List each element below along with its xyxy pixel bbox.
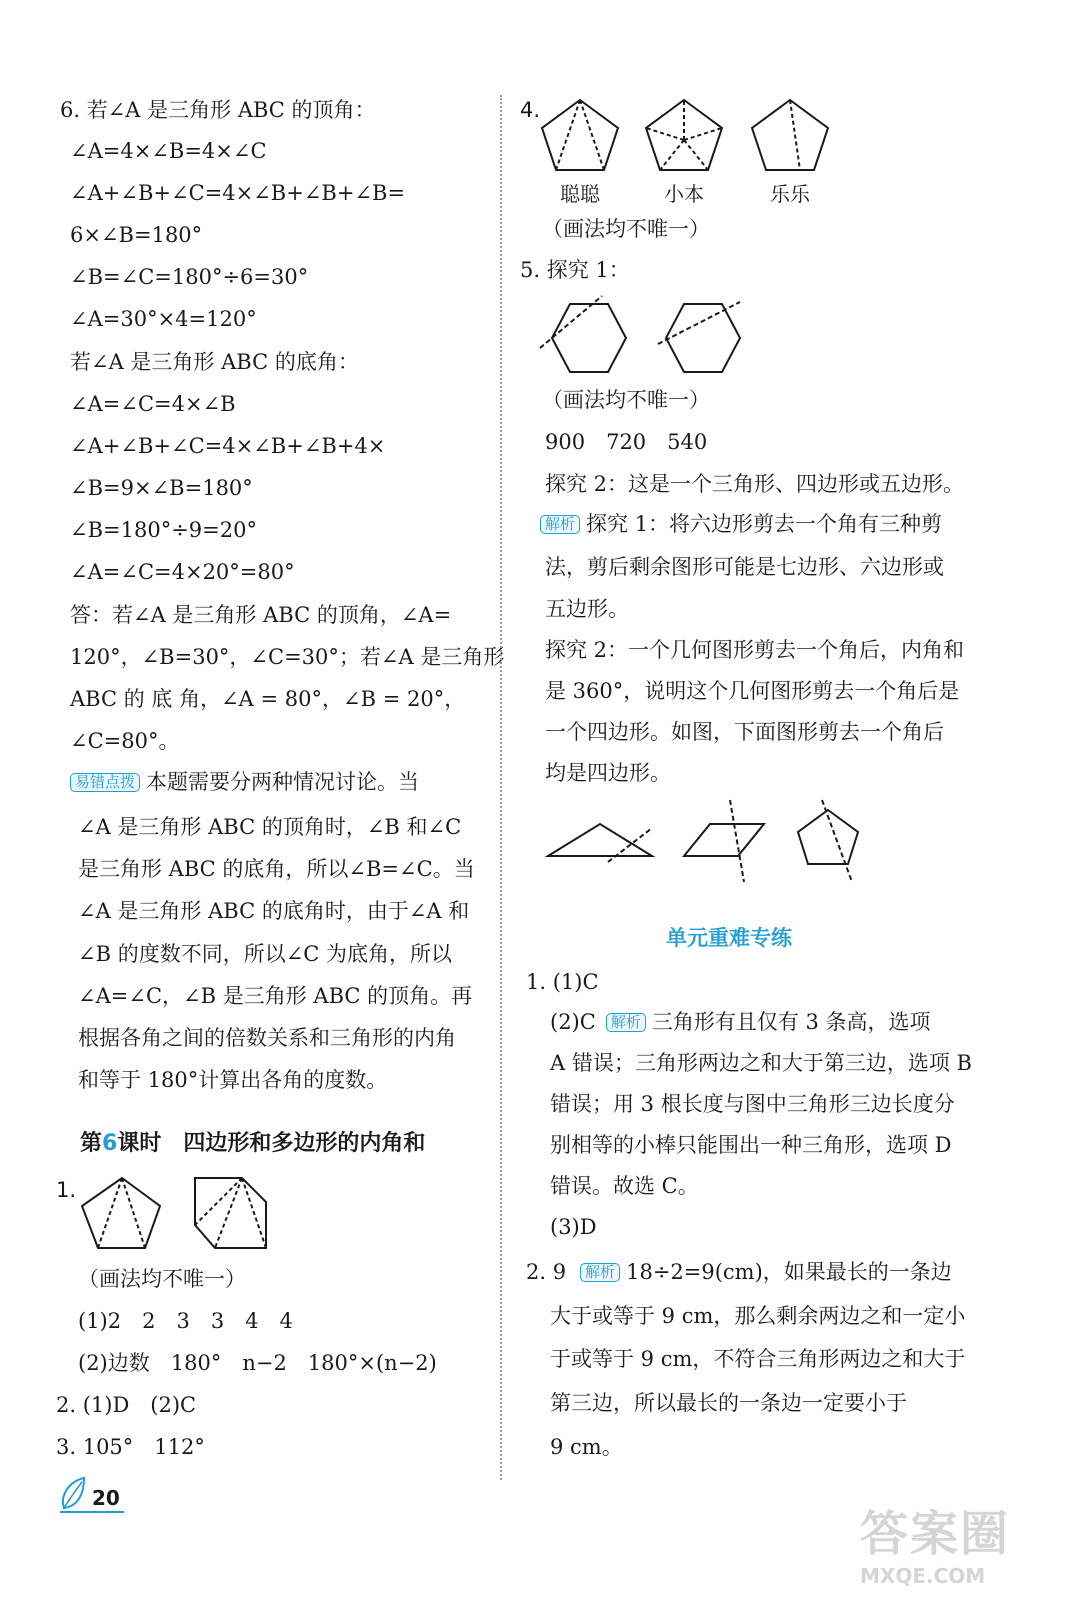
lesson-suffix: 课时 <box>117 1131 162 1156</box>
tip-tag: 易错点拨 <box>70 773 140 792</box>
analysis-tag: 解析 <box>606 1013 646 1032</box>
analysis-line: 是 360°，说明这个几何图形剪去一个角后是 <box>545 679 960 703</box>
tip-line: 根据各角之间的倍数关系和三角形的内角 <box>78 1026 456 1050</box>
analysis-line: 均是四边形。 <box>545 761 671 785</box>
analysis-tag: 解析 <box>580 1263 620 1282</box>
dashed-diagonal <box>195 1178 242 1225</box>
q6-line: ∠A=30°×4=120° <box>70 307 257 331</box>
analysis-line: 别相等的小棒只能围出一种三角形，选项 D <box>550 1133 952 1157</box>
l3-answer: 3. 105° 112° <box>56 1435 205 1459</box>
analysis-line: 错误；用 3 根长度与图中三角形三边长度分 <box>550 1092 955 1116</box>
tip-first-line <box>70 772 419 793</box>
q6-line: ∠A=4×∠B=4×∠C <box>70 139 267 163</box>
l1-pentagon <box>82 1178 160 1248</box>
lesson-prefix: 第 <box>80 1131 103 1156</box>
q4-number: 4. <box>520 98 541 122</box>
tip-line: ∠A=∠C，∠B 是三角形 ABC 的顶角。再 <box>78 984 473 1008</box>
tip-line: ∠A 是三角形 ABC 的顶角时，∠B 和∠C <box>78 815 462 839</box>
hexagon-1 <box>552 304 626 372</box>
q6-line: 6×∠B=180° <box>70 223 203 247</box>
l1-answer-1: (1)2 2 3 3 4 4 <box>78 1309 293 1333</box>
lesson-number: 6 <box>102 1131 118 1156</box>
tip-line: ∠B 的度数不同，所以∠C 为底角，所以 <box>78 942 453 966</box>
q6-line: ∠B=9×∠B=180° <box>70 476 253 500</box>
u1-answer-1: 1. (1)C <box>526 970 599 994</box>
column-divider <box>500 95 502 1480</box>
l1-figures <box>70 1170 270 1255</box>
q6-line: ∠B=180°÷9=20° <box>70 518 257 542</box>
pentagon-lele <box>752 100 828 170</box>
hexagon-2 <box>666 304 740 372</box>
q4-note: （画法均不唯一） <box>542 217 710 241</box>
analysis-line: 探究 2：一个几何图形剪去一个角后，内角和 <box>545 638 965 662</box>
analysis-line: A 错误；三角形两边之和大于第三边，选项 B <box>550 1051 972 1075</box>
analysis-text: 18÷2=9(cm)，如果最长的一条边 <box>626 1260 952 1284</box>
dashed-diagonal <box>122 1178 145 1248</box>
analysis-line: 第三边，所以最长的一条边一定要小于 <box>550 1391 907 1415</box>
q5-title: 5. 探究 1： <box>520 258 630 282</box>
dashed-diagonal <box>242 1178 266 1248</box>
u1-answer-2 <box>550 1012 931 1033</box>
u2-prefix: 2. 9 <box>526 1260 567 1284</box>
u1-answer-3: (3)D <box>550 1215 597 1239</box>
q6-answer-line: 答：若∠A 是三角形 ABC 的顶角，∠A= <box>70 603 452 627</box>
analysis-line: 大于或等于 9 cm，那么剩余两边之和一定小 <box>550 1304 966 1328</box>
dashed-diagonal <box>98 1178 122 1248</box>
watermark-top: 答案圈 <box>860 1506 1011 1562</box>
l1-note: （画法均不唯一） <box>78 1267 246 1291</box>
name-xiaoben: 小本 <box>664 182 704 206</box>
unit-heading: 单元重难专练 <box>666 926 792 950</box>
q6-line: ∠B=∠C=180°÷6=30° <box>70 265 309 289</box>
q6-line: 若∠A 是三角形 ABC 的底角： <box>70 350 359 374</box>
watermark <box>860 1495 1040 1595</box>
l2-answer: 2. (1)D (2)C <box>56 1393 197 1417</box>
analysis-line: 错误。故选 C。 <box>550 1174 699 1198</box>
dashed-diagonal <box>215 1178 242 1248</box>
q6-answer-line: 120°，∠B=30°，∠C=30°；若∠A 是三角形 <box>70 645 505 669</box>
q5-explore2: 探究 2：这是一个三角形、四边形或五边形。 <box>545 472 965 496</box>
l1-answer-2: (2)边数 180° n−2 180°×(n−2) <box>78 1351 437 1375</box>
footer-rule <box>60 1511 124 1513</box>
analysis-line: 9 cm。 <box>550 1435 623 1459</box>
q6-line: ∠A=∠C=4×20°=80° <box>70 560 295 584</box>
q5-note: （画法均不唯一） <box>542 388 710 412</box>
q5-hexagons <box>540 296 740 378</box>
analysis-line: 于或等于 9 cm，不符合三角形两边之和大于 <box>550 1347 966 1371</box>
q6-line: ∠A=∠C=4×∠B <box>70 392 236 416</box>
lesson-title: 四边形和多边形的内角和 <box>183 1131 426 1156</box>
watermark-bottom: MXQE.COM <box>860 1564 986 1588</box>
analysis-tag: 解析 <box>540 515 580 534</box>
q6-line: ∠A+∠B+∠C=4×∠B+∠B+4× <box>70 434 386 458</box>
q6-line: ∠A+∠B+∠C=4×∠B+∠B+∠B= <box>70 181 406 205</box>
u1-answer-2-prefix: (2)C <box>550 1010 596 1034</box>
cut-parallelogram <box>684 824 764 856</box>
q6-title: 6. 若∠A 是三角形 ABC 的顶角： <box>60 98 376 122</box>
analysis-text: 三角形有且仅有 3 条高，选项 <box>651 1010 931 1034</box>
leaf-icon <box>58 1476 88 1512</box>
analysis-line: 一个四边形。如图，下面图形剪去一个角后 <box>545 720 944 744</box>
analysis-line: 五边形。 <box>545 597 629 621</box>
q4-pentagons <box>538 96 838 176</box>
name-lele: 乐乐 <box>770 182 810 206</box>
analysis-text: 探究 1：将六边形剪去一个角有三种剪 <box>586 512 943 536</box>
q6-answer-line: ABC 的 底 角，∠A = 80°，∠B = 20°， <box>70 687 466 711</box>
pentagon-congcong <box>542 100 618 170</box>
page-number: 20 <box>92 1486 120 1510</box>
lesson-heading <box>80 1133 425 1155</box>
l1-number: 1. <box>56 1178 77 1202</box>
q5-analysis-first <box>540 514 942 535</box>
u2-answer <box>526 1262 952 1283</box>
tip-line: ∠A 是三角形 ABC 的底角时，由于∠A 和 <box>78 899 470 923</box>
analysis-line: 法，剪后剩余图形可能是七边形、六边形或 <box>545 555 944 579</box>
tip-line: 和等于 180°计算出各角的度数。 <box>78 1068 388 1092</box>
q5-cut-shapes <box>540 800 870 885</box>
tip-line: 是三角形 ABC 的底角，所以∠B=∠C。当 <box>78 857 475 881</box>
name-congcong: 聪聪 <box>560 182 600 206</box>
tip-text: 本题需要分两种情况讨论。当 <box>146 770 420 794</box>
q5-values: 900 720 540 <box>545 430 708 454</box>
q6-answer-line: ∠C=80°。 <box>70 729 180 753</box>
